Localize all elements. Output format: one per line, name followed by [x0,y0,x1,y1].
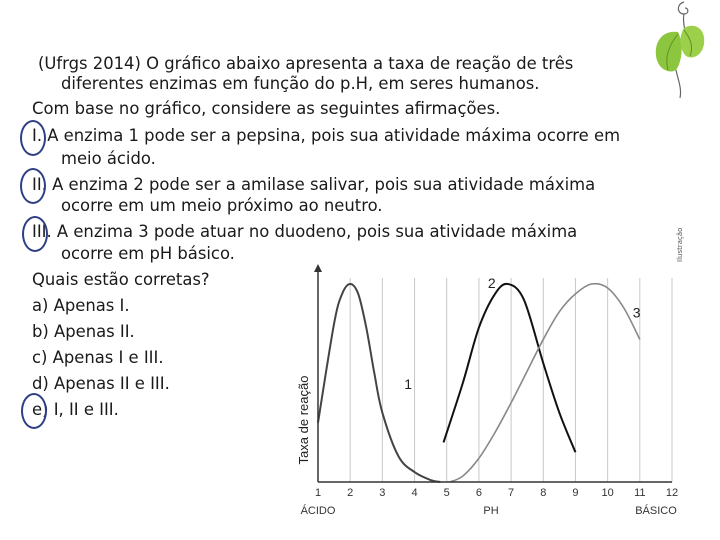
option-e[interactable]: e) I, II e III. [32,400,119,419]
x-tick-label-5: 5 [443,487,450,499]
statement-3-line-1: III. A enzima 3 pode atuar no duodeno, pois sua atividade máxima [32,222,578,241]
circle-mark-statement-1 [20,120,46,156]
x-tick-label-10: 10 [601,487,614,499]
y-axis-label: Taxa de reação [296,375,311,465]
statement-1-line-2: meio ácido. [61,149,156,168]
x-axis-label: PH [483,505,499,517]
x-tick-label-9: 9 [572,487,579,499]
statement-1-line-1: I. A enzima 1 pode ser a pepsina, pois sua atividade máxima ocorre em [32,126,621,145]
question-prompt: Quais estão corretas? [32,270,210,289]
x-axis-right-label: BÁSICO [635,505,677,517]
option-c[interactable]: c) Apenas I e III. [32,348,164,367]
chart-tick-labels [315,487,678,499]
curve-label-2: 2 [487,274,496,291]
option-a[interactable]: a) Apenas I. [32,296,130,315]
x-tick-label-2: 2 [347,487,354,499]
x-tick-label-8: 8 [540,487,547,499]
statement-2-line-1: II. A enzima 2 pode ser a amilase salivar, pois sua atividade máxima [32,175,596,194]
x-tick-label-1: 1 [314,487,322,499]
curve-enzyme-1 [318,284,440,482]
question-line-2: diferentes enzimas em função do p.H, em seres humanos. [61,74,540,93]
question-line-3: Com base no gráfico, considere as seguintes afirmações. [32,99,501,118]
x-tick-label-3: 3 [379,487,386,499]
statement-2-line-2: ocorre em um meio próximo ao neutro. [61,196,383,215]
curve-label-3: 3 [632,304,641,321]
y-axis-arrow [314,264,322,272]
option-b[interactable]: b) Apenas II. [32,322,135,341]
curve-enzyme-2 [444,284,576,452]
curve-label-1: 1 [404,375,413,392]
circle-mark-statement-2 [20,168,46,204]
leaf-logo-icon [646,0,706,106]
circle-mark-option-e [21,393,47,429]
x-tick-label-4: 4 [411,487,418,499]
x-tick-label-12: 12 [665,487,679,499]
question-line-1: (Ufrgs 2014) O gráfico abaixo apresenta a taxa de reação de três [38,54,574,73]
image-credit: Ilustração [676,227,684,262]
enzyme-activity-chart [290,262,690,522]
statement-3-line-2: ocorre em pH básico. [61,244,235,263]
option-d[interactable]: d) Apenas II e III. [32,374,170,393]
x-tick-label-7: 7 [508,487,515,499]
chart-series-labels [404,275,640,392]
x-tick-label-11: 11 [634,487,646,499]
x-tick-label-6: 6 [475,487,482,499]
x-axis-left-label: ÁCIDO [300,505,336,517]
circle-mark-statement-3 [22,216,48,252]
